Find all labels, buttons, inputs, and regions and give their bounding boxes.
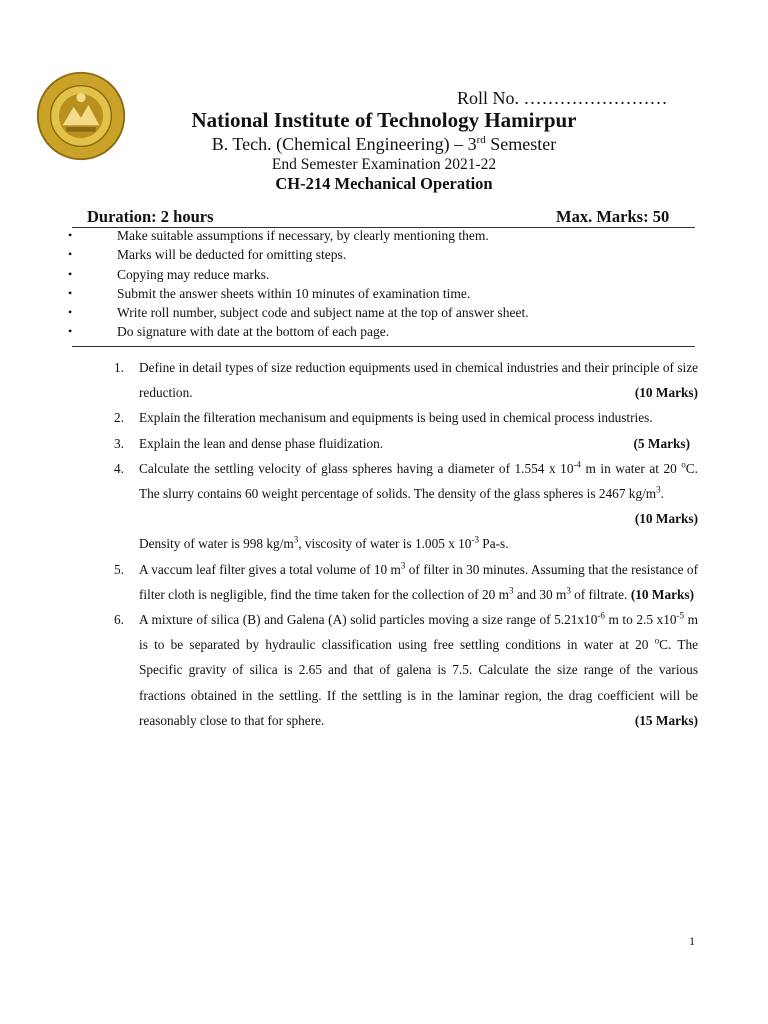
course-title: CH-214 Mechanical Operation (275, 174, 493, 193)
duration: Duration: 2 hours (87, 207, 214, 226)
instruction-item: • Marks will be deducted for omitting steps. (0, 245, 768, 264)
bullet-icon: • (68, 247, 73, 262)
bullet-icon: • (68, 285, 73, 300)
bullet-icon: • (68, 305, 73, 320)
instruction-item: • Write roll number, subject code and subject name at the top of answer sheet. (0, 303, 768, 322)
question-number: 4. (114, 460, 124, 476)
question-4: 4. Calculate the settling velocity of glass spheres having a diameter of 1.554 x $10^{-4}$ m in water at 20 $^o$C. The slurry contains 60 weight percentage of solids. The density of the glass spheres is 2467 $kg/m^3$. (10 Marks) Density of water is 998 $kg/m^3$, viscosity of water is 1.005 x $10^{-3}$ Pa-s. (0, 456, 768, 557)
question-number: 1. (114, 360, 124, 375)
question-number: 5. (114, 561, 124, 577)
instruction-item: • Do signature with date at the bottom of each page. (0, 322, 768, 341)
bullet-icon: • (68, 228, 73, 242)
question-6: 6. A mixture of silica (B) and Galena (A) solid particles moving a size range of $5.21x10^{-6}$ m to 2.5 $x10^{-5}$ m is to be separated by hydraulic classification using free settling conditions in water at 20 $^o$C. The Specific gravity of silica is 2.65 and that of galena is 7.5. Calculate the size range of the various fractions obtained in the settling. If the settling is in the laminar region, the drag coefficient will be reasonably close to that for sphere. (15 Marks) (0, 607, 768, 733)
question-2: 2. Explain the filteration mechanisum and equipments is being used in chemical process industries. (0, 405, 768, 430)
question-list (0, 355, 768, 733)
question-number: 3. (114, 435, 124, 451)
instructions-divider (72, 346, 695, 347)
question-3: 3. Explain the lean and dense phase fluidization. (5 Marks) (0, 431, 768, 456)
page-number: 1 (689, 934, 695, 948)
max-marks: Max. Marks: 50 (556, 207, 670, 226)
exam-title: End Semester Examination 2021-22 (271, 156, 497, 173)
question-marks: (10 Marks) (634, 385, 698, 401)
question-marks: (5 Marks) (633, 435, 690, 451)
programme-line: B. Tech. (Chemical Engineering) – 3rd Semester (211, 134, 557, 154)
question-marks: (10 Marks) (630, 586, 694, 602)
instruction-item: • Make suitable assumptions if necessary, by clearly mentioning them. (0, 226, 768, 245)
question-number: 6. (114, 612, 124, 628)
bullet-icon: • (68, 324, 73, 339)
bullet-icon: • (68, 266, 73, 281)
instructions-list (0, 226, 768, 342)
instruction-item: • Copying may reduce marks. (0, 265, 768, 284)
question-1: 1. Define in detail types of size reduction equipments used in chemical industries and their principle of size reduction. (10 Marks) (0, 355, 768, 405)
roll-number-field: Roll No. …………………… (457, 88, 668, 108)
instruction-item: • Submit the answer sheets within 10 minutes of examination time. (0, 284, 768, 303)
question-marks: (10 Marks) (634, 511, 698, 527)
institute-name: National Institute of Technology Hamirpur (191, 108, 577, 132)
question-number: 2. (114, 410, 124, 426)
question-5: 5. A vaccum leaf filter gives a total volume of 10 $m^3$ of filter in 30 minutes. Assuming that the resistance of filter cloth is negligible, find the time taken for the collection of 20 $m^3$ and 30 $m^3$ of filtrate. (10 Marks) (0, 557, 768, 607)
question-4-givens: Density of water is 998 $kg/m^3$, viscosity of water is 1.005 x $10^{-3}$ Pa-s. (139, 535, 509, 552)
question-marks: (15 Marks) (634, 712, 698, 728)
